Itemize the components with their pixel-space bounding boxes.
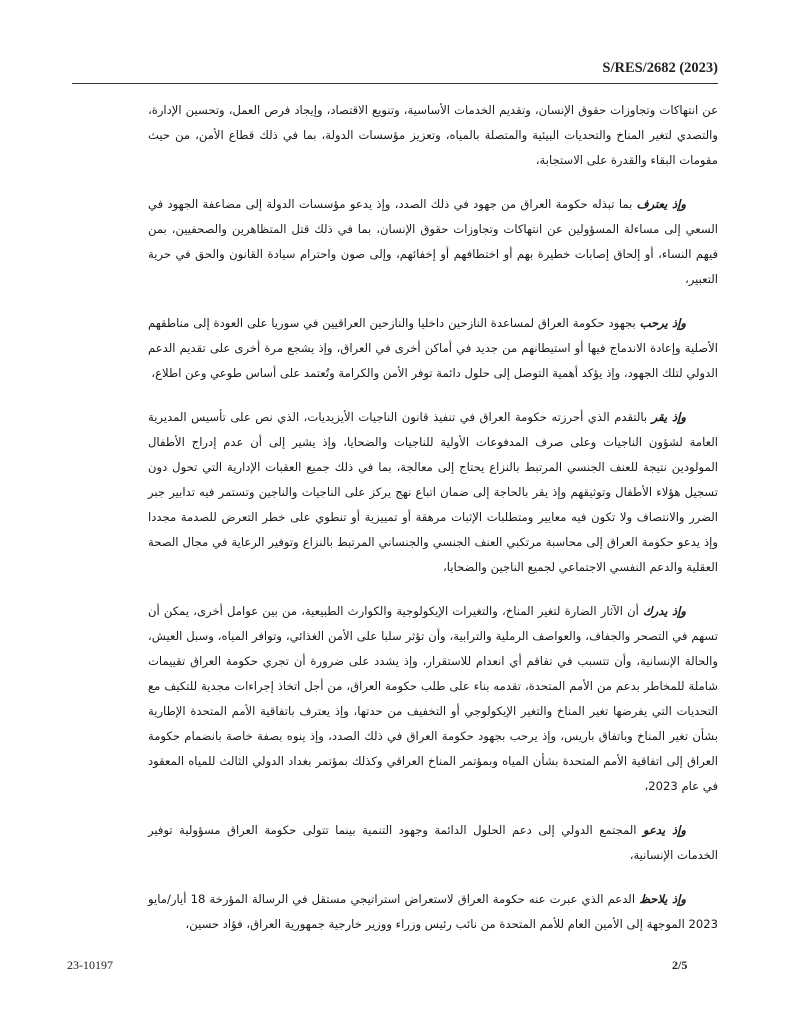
paragraph-text: عن انتهاكات وتجاوزات حقوق الإنسان، وتقديم الخدمات الأساسية، وتنويع الاقتصاد، وإيجاد فرص العمل، وتحسين الإدارة، والتصدي لتغير المناخ والتحديات البيئية والمتصلة بالمياه، وتعزيز مؤسسات الدولة، بما في ذلك قطاع الأمن، من حيث مقومات البقاء والقدرة على الاستجابة، — [148, 103, 718, 167]
document-number: 23-10197 — [67, 958, 113, 972]
preambular-paragraph — [148, 405, 718, 580]
paragraph-text: بما تبذله حكومة العراق من جهود في ذلك الصدد، وإذ يدعو مؤسسات الدولة إلى مضاعفة الجهود في السعي إلى مساءلة المسؤولين عن انتهاكات وتجاوزات حقوق الإنسان، بما في ذلك قتل المتظاهرين والصحفيين، بمن فيهم النساء، أو إلحاق إصابات خطيرة بهم أو اختطافهم أو إخفائهم، وإلى صون واحترام سيادة القانون والحق في حرية التعبير، — [148, 197, 718, 286]
paragraph-text: المجتمع الدولي إلى دعم الحلول الدائمة وجهود التنمية بينما تتولى حكومة العراق مسؤولية توفير الخدمات الإنسانية، — [148, 823, 718, 862]
paragraph-lead: وإذ يدعو — [642, 823, 686, 837]
paragraph-lead: وإذ يرحب — [639, 316, 686, 330]
paragraph-text: الدعم الذي عبرت عنه حكومة العراق لاستعراض استراتيجي مستقل في الرسالة المؤرخة 18 أيار/مايو 2023 الموجهة إلى الأمين العام للأمم المتحدة من نائب رئيس وزراء ووزير خارجية جمهورية العراق، فؤاد حسين، — [148, 892, 718, 931]
preambular-paragraph — [148, 599, 718, 799]
paragraph-lead: وإذ يعترف — [636, 197, 686, 211]
paragraph-text: أن الآثار الضارة لتغير المناخ، والتغيرات الإيكولوجية والكوارث الطبيعية، من بين عوامل أخرى، يمكن أن تسهم في التصحر والجفاف، والعواصف الرملية والترابية، وأن تؤثر سلبا على الأمن الغذائي، وتوافر المياه، وسبل العيش، والحالة الإنسانية، وأن تتسبب في تفاقم أي انعدام للاستقرار، وإذ يشدد على ضرورة أن تجري حكومة العراق تقييمات شاملة للمخاطر بدعم من الأمم المتحدة، تقدمه بناء على طلب حكومة العراق، من أجل اتخاذ إجراءات مجدية للتكيف مع التحديات التي يفرضها تغير المناخ والتغير الإيكولوجي أو التخفيف من حدتها، وإذ يعترف باتفاقية الأمم المتحدة الإطارية بشأن تغير المناخ وباتفاق باريس، وإذ يرحب بجهود حكومة العراق في ذلك الصدد، وإذ ينوه بصفة خاصة بانضمام حكومة العراق إلى اتفاقية الأمم المتحدة بشأن المياه وبمؤتمر المناخ العراقي وكذلك بمؤتمر بغداد الدولي الثالث للمياه المعقود في عام 2023، — [148, 604, 718, 793]
document-body — [148, 98, 718, 956]
preambular-paragraph — [148, 311, 718, 386]
document-symbol: S/RES/2682 (2023) — [602, 60, 718, 76]
preambular-paragraph — [148, 192, 718, 292]
paragraph-lead: وإذ يدرك — [643, 604, 686, 618]
preambular-paragraph — [148, 887, 718, 937]
paragraph-text: بجهود حكومة العراق لمساعدة النازحين داخليا والنازحين العراقيين في سوريا على العودة إلى مناطقهم الأصلية وإعادة الاندماج فيها أو استيطانهم من جديد في أماكن أخرى في العراق، وإذ يشجع مرة أخرى على تقديم الدعم الدولي لتلك الجهود، وإذ يؤكد أهمية التوصل إلى حلول دائمة توفر الأمن والكرامة وتُعتمد على أساس طوعي وعن اطلاع، — [148, 316, 718, 380]
page-number: 2/5 — [672, 958, 688, 972]
paragraph-text: بالتقدم الذي أحرزته حكومة العراق في تنفيذ قانون الناجيات الأيزيديات، الذي نص على تأسيس المديرية العامة لشؤون الناجيات وعلى صرف المدفوعات الأولية للناجيات والضحايا، وإذ يشير إلى أن عدم إدراج الأطفال المولودين نتيجة للعنف الجنسي المرتبط بالنزاع يحتاج إلى معالجة، بما في ذلك جميع العقبات الإدارية التي تحول دون تسجيل هؤلاء الأطفال وتوثيقهم وإذ يقر بالحاجة إلى ضمان اتباع نهج يركز على الناجيات والناجين وتستمر فيه تدابير جبر الضرر والانتصاف ولا تكون فيه معايير ومتطلبات الإثبات مرهقة أو تمييزية أو تنطوي على خطر التعرض للصدمة مجددا وإذ يدعو حكومة العراق إلى محاسبة مرتكبي العنف الجنسي والجنساني المرتبط بالنزاع وتوفير الرعاية في مجال الصحة العقلية والدعم النفسي الاجتماعي لجميع الناجين والضحايا، — [148, 410, 718, 574]
header-rule — [72, 83, 718, 84]
preambular-paragraph — [148, 818, 718, 868]
paragraph-lead: وإذ يلاحظ — [639, 892, 686, 906]
paragraph-continuation — [148, 98, 718, 173]
paragraph-lead: وإذ يقر — [651, 410, 686, 424]
